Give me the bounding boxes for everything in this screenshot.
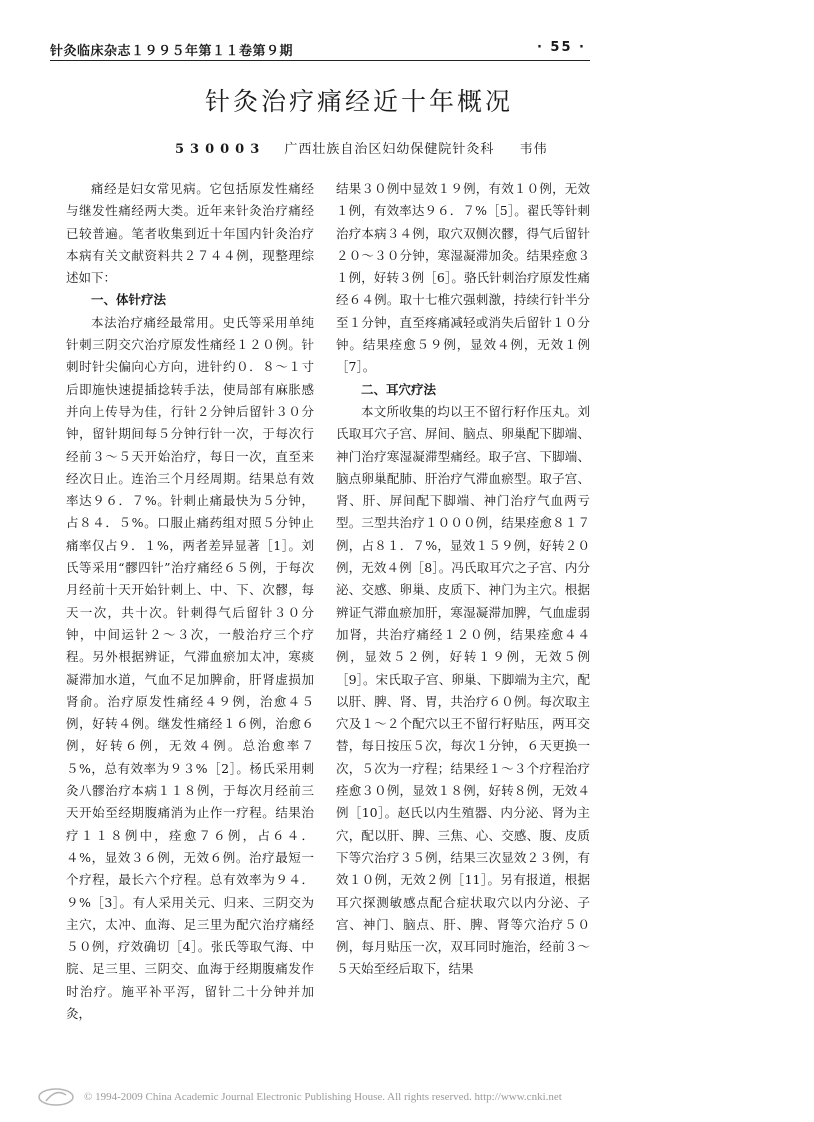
section-heading-body-acupuncture: 一、体针疗法: [91, 292, 167, 308]
byline: [175, 138, 548, 157]
publisher-logo-icon: [36, 1086, 76, 1108]
copyright-notice: © 1994-2009 China Academic Journal Electronic Publishing House. All rights reserved. http://www.cnki.net: [84, 1091, 562, 1103]
running-header: [50, 38, 590, 61]
intro-paragraph: 痛经是妇女常见病。它包括原发性痛经与继发性痛经两大类。近年来针灸治疗痛经已较普遍。笔者收集到近十年国内针灸治疗本病有关文献资料共２７４４例，现整理综述如下：: [66, 181, 314, 286]
right-column: [336, 178, 590, 981]
body-paragraph-continued: 结果３０例中显效１９例，有效１０例，无效１例，有效率达９６．７%［5］。翟氏等针刺治疗本病３４例，取穴双侧次髎，得气后留针２０～３０分钟，寒湿凝滞加灸。结果痊愈３１例，好转３例［6］。骆氏针刺治疗原发性痛经６４例。取十七椎穴强刺激，持续行针半分至１分钟，直至疼痛减轻或消失后留针１０分钟。结果痊愈５９例，显效４例，无效１例［7］。: [336, 181, 590, 375]
left-column: [66, 178, 314, 1025]
journal-name: 针灸临床杂志１９９５年第１１卷第９期: [50, 44, 294, 59]
section-heading-ear-acupoint: 二、耳穴疗法: [361, 381, 437, 397]
page-number: · 55 ·: [536, 40, 586, 55]
body-paragraph: 本法治疗痛经最常用。史氏等采用单纯针刺三阴交穴治疗原发性痛经１２０例。针刺时针尖偏向心方向，进针约０．８～１寸后即施快速提插捻转手法，使局部有麻胀感并向上传导为佳，行针２分钟后留针３０分钟，留针期间每５分钟行针一次，于每次行经前３～５天开始治疗，每日一次，直至来经次日止。连治三个月经周期。结果总有效率达９６．７%。针刺止痛最快为５分钟，占８４．５%。口服止痛药组对照５分钟止痛率仅占９．１%，两者差异显著［1］。刘氏等采用“髎四针”治疗痛经６５例，于每次月经前十天开始针刺上、中、下、次髎，每天一次，共十次。针刺得气后留针３０分钟，中间运针２～３次，一般治疗三个疗程。另外根据辨证，气滞血瘀加太冲，寒痰凝滞加水道，气血不足加脾俞，肝肾虚损加肾俞。治疗原发性痛经４９例，治愈４５例，好转４例。继发性痛经１６例，治愈６例，好转６例，无效４例。总治愈率７５%，总有效率为９３%［2］。杨氏采用刺灸八髎治疗本病１１８例，于每次月经前三天开始至经期腹痛消为止作一疗程。结果治疗１１８例中，痊愈７６例，占６４．４%，显效３６例，无效６例。治疗最短一个疗程，最长六个疗程。总有效率为９４．９%［3］。有人采用关元、归来、三阴交为主穴，太冲、血海、足三里为配穴治疗痛经５０例，疗效确切［4］。张氏等取气海、中脘、足三里、三阴交、血海于经期腹痛发作时治疗。施平补平泻，留针二十分钟并加灸，: [66, 314, 314, 1021]
affiliation: 广西壮族自治区妇幼保健院针灸科: [284, 142, 495, 157]
body-paragraph: 本文所收集的均以王不留行籽作压丸。刘氏取耳穴子宫、屏间、脑点、卵巢配下脚端、神门治疗寒湿凝滞型痛经。取子宫、下脚端、脑点卵巢配肺、肝治疗气滞血瘀型。取子宫、肾、肝、屏间配下脚端、神门治疗气血两亏型。三型共治疗１０００例，结果痊愈８１７例，占８１．７%，显效１５９例，好转２０例，无效４例［8］。冯氏取耳穴之子宫、内分泌、交感、卵巢、皮质下、神门为主穴。根据辨证气滞血瘀加肝，寒湿凝滞加脾，气血虚弱加肾，共治疗痛经１２０例，结果痊愈４４例，显效５２例，好转１９例，无效５例［9］。宋氏取子宫、卵巢、下脚端为主穴，配以肝、脾、肾、胃，共治疗６０例。每次取主穴及１～２个配穴以王不留行籽贴压，两耳交替，每日按压５次，每次１分钟，６天更换一次，５次为一疗程；结果经１～３个疗程治疗痊愈３０例，显效１８例，好转８例，无效４例［10］。赵氏以内生殖器、内分泌、肾为主穴，配以肝、脾、三焦、心、交感、腹、皮质下等穴治疗３５例，结果三次显效２３例，有效１０例，无效２例［11］。另有报道，根据耳穴探测敏感点配合症状取穴以内分泌、子宫、神门、脑点、肝、脾、肾等穴治疗５０例，每月贴压一次，双耳同时施治，经前３～５天始至经后取下，结果: [336, 403, 590, 977]
page-footer: [36, 1086, 656, 1110]
article-title: 针灸治疗痛经近十年概况: [205, 87, 514, 116]
postal-code: 530003: [175, 142, 266, 157]
author: 韦伟: [519, 142, 548, 157]
